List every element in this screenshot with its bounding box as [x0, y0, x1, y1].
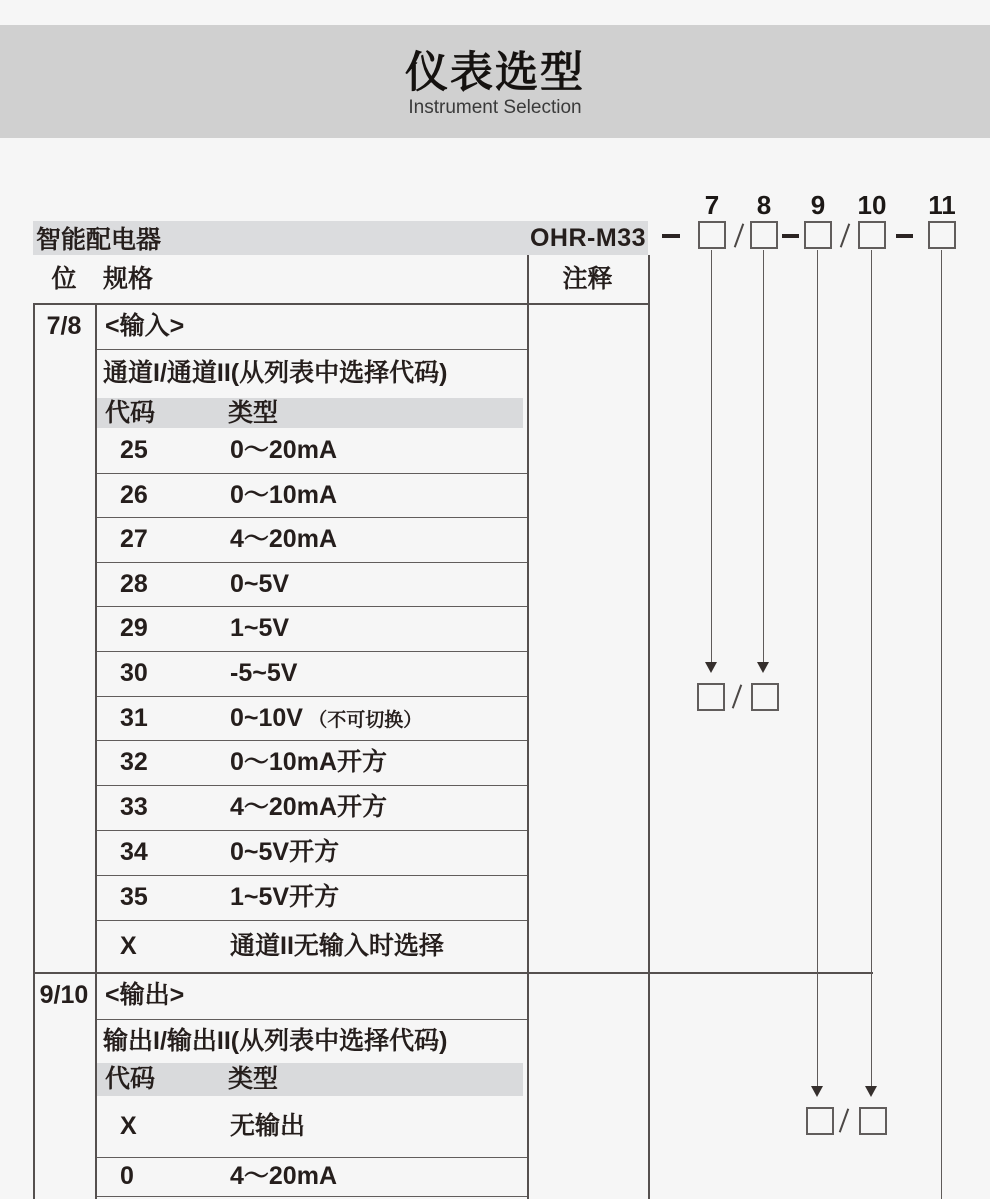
section-position-label: 9/10	[39, 981, 89, 1009]
row-code: 26	[120, 481, 148, 509]
output-code-box-2	[859, 1107, 887, 1135]
row-code: 31	[120, 704, 148, 732]
slash-separator	[840, 223, 850, 247]
position-digit-label: 8	[756, 190, 772, 220]
position-digit-label: 9	[810, 190, 826, 220]
arrow-down-icon	[865, 1086, 877, 1097]
section-position-label: 7/8	[46, 312, 82, 340]
section-subheading: 输出I/输出II(从列表中选择代码)	[103, 1027, 448, 1055]
row-separator	[97, 562, 527, 563]
position-digit-label: 11	[928, 190, 956, 220]
slash-separator	[734, 223, 744, 247]
row-type: 0～20mA	[230, 436, 337, 464]
row-code: 32	[120, 748, 148, 776]
row-type: 通道II无输入时选择	[230, 932, 444, 960]
connector-line-10	[871, 250, 872, 1087]
product-name: 智能配电器	[36, 226, 162, 254]
section-heading: <输出>	[105, 981, 185, 1009]
row-type: -5~5V	[230, 659, 298, 687]
type-column-header: 类型	[228, 1065, 279, 1093]
model-code-box-9	[804, 221, 832, 249]
row-type: 0～10mA	[230, 481, 337, 509]
table-divider-note	[527, 255, 529, 1199]
row-code: 29	[120, 614, 148, 642]
row-type: 4～20mA开方	[230, 793, 387, 821]
dash-separator	[896, 234, 913, 238]
row-code: X	[120, 1112, 137, 1140]
code-column-header: 代码	[105, 1065, 156, 1093]
connector-line-7	[711, 250, 712, 663]
type-column-header: 类型	[228, 399, 279, 427]
product-model: OHR-M33	[529, 223, 646, 252]
row-type: 0~5V开方	[230, 838, 340, 866]
row-type: 4～20mA	[230, 525, 337, 553]
table-border-left	[33, 303, 35, 1199]
connector-line-11	[941, 250, 942, 1199]
page-subtitle: Instrument Selection	[408, 97, 582, 118]
output-code-box-1	[806, 1107, 834, 1135]
row-type: 1~5V开方	[230, 883, 340, 911]
row-code: 0	[120, 1162, 134, 1190]
row-type: 0～10mA开方	[230, 748, 387, 776]
title-band	[0, 25, 990, 138]
row-code: X	[120, 932, 137, 960]
product-header-band	[33, 221, 648, 255]
position-digit-label: 10	[857, 190, 887, 220]
model-code-box-8	[750, 221, 778, 249]
connector-line-8	[763, 250, 764, 663]
row-type: 0~10V （不可切换）	[230, 704, 423, 732]
slash-separator	[732, 684, 742, 708]
arrow-down-icon	[705, 662, 717, 673]
table-border-right	[648, 255, 650, 1199]
row-code: 28	[120, 570, 148, 598]
arrow-down-icon	[811, 1086, 823, 1097]
row-type-note: （不可切换）	[303, 710, 423, 731]
slash-separator	[839, 1108, 849, 1132]
input-code-box-1	[697, 683, 725, 711]
model-code-box-10	[858, 221, 886, 249]
model-code-box-11	[928, 221, 956, 249]
row-type: 0~5V	[230, 570, 290, 598]
row-type: 无输出	[230, 1112, 306, 1140]
table-bottom-line	[97, 1196, 527, 1197]
row-code: 27	[120, 525, 148, 553]
code-column-header: 代码	[105, 399, 156, 427]
position-digit-label: 7	[704, 190, 720, 220]
model-code-box-7	[698, 221, 726, 249]
row-code: 35	[120, 883, 148, 911]
row-separator	[97, 651, 527, 652]
row-code: 25	[120, 436, 148, 464]
column-header-note: 注释	[562, 265, 613, 293]
row-type: 4～20mA	[230, 1162, 337, 1190]
connector-line-9	[817, 250, 818, 1087]
section-subheading: 通道I/通道II(从列表中选择代码)	[103, 359, 448, 387]
dash-separator	[662, 234, 680, 238]
page-title: 仪表选型	[405, 49, 585, 97]
dash-separator	[782, 234, 799, 238]
code-type-header-band	[97, 1063, 523, 1096]
column-header-position: 位	[51, 265, 77, 293]
arrow-down-icon	[757, 662, 769, 673]
row-code: 33	[120, 793, 148, 821]
code-type-header-band	[97, 398, 523, 428]
section-heading: <输入>	[105, 312, 185, 340]
row-code: 30	[120, 659, 148, 687]
input-code-box-2	[751, 683, 779, 711]
row-type: 1~5V	[230, 614, 290, 642]
column-header-spec: 规格	[103, 265, 154, 293]
row-separator	[97, 606, 527, 607]
row-code: 34	[120, 838, 148, 866]
